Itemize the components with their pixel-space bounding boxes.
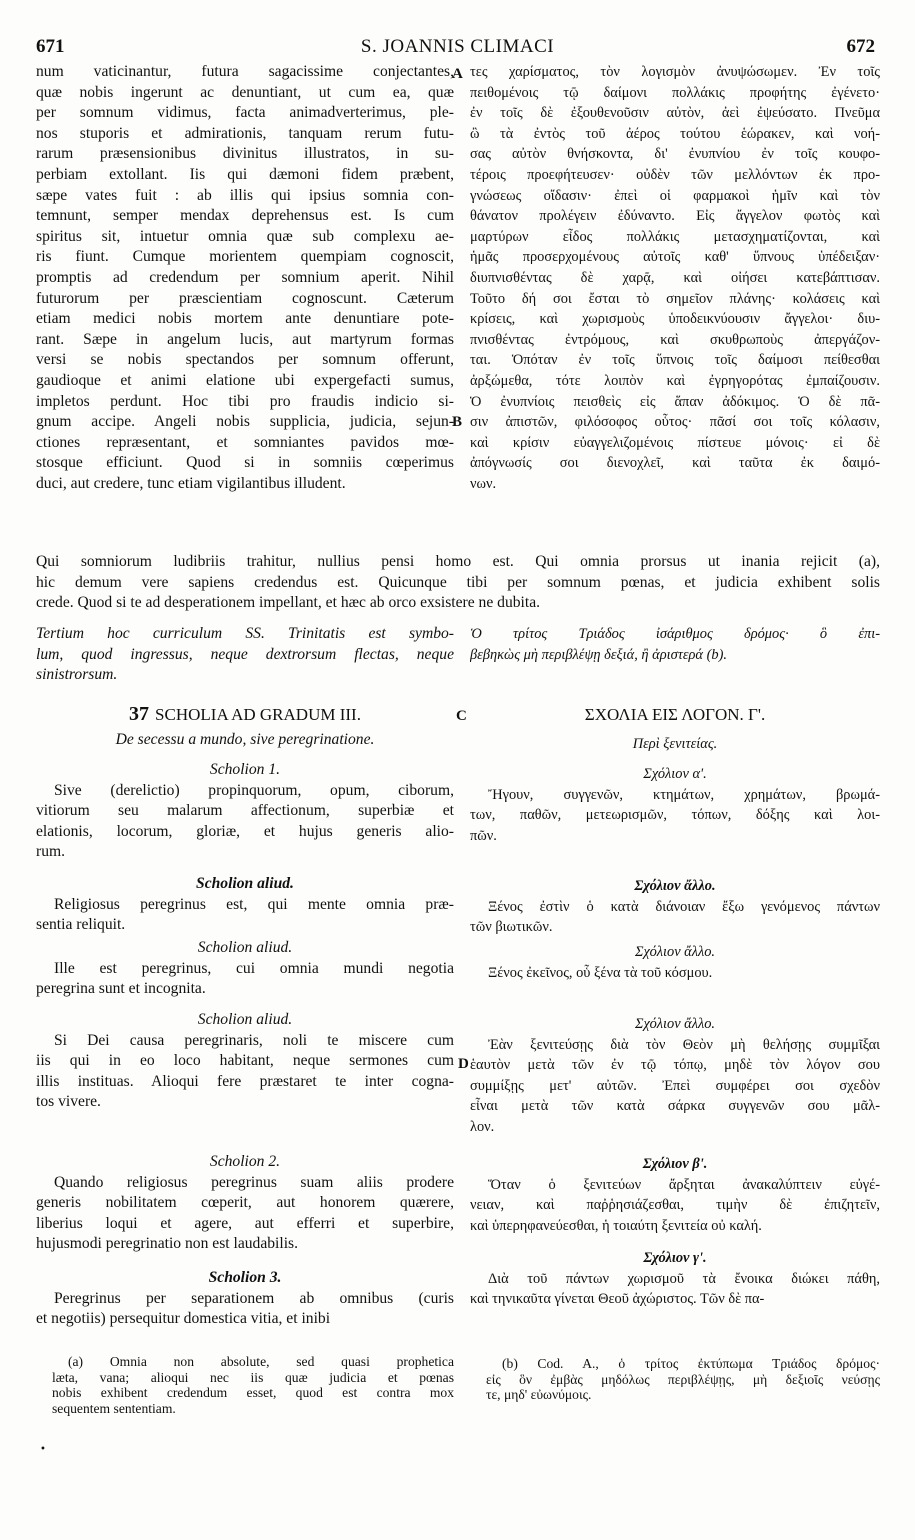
text-line: Qui somniorum ludibriis trahitur, nullius pensi homo est. Qui omnia prorsus ut inania rejicit (a), — [36, 553, 880, 570]
footnote-a — [52, 1354, 454, 1416]
greek-scholion-2-block — [470, 1154, 880, 1236]
latin-aliud-1-block — [36, 874, 454, 936]
full-width-text — [36, 552, 880, 614]
text-line: liberius loqui et agere, aut efferri et superbire, — [36, 1214, 454, 1232]
text-line: νειαν, καὶ παῤῥησιάζεσθαι, τιμὴν δὲ ἐπιζητεῖν, — [470, 1197, 880, 1214]
text-line: ἀπόγνωσίς σοι διενοχλεῖ, καὶ ταῦτα ἐκ δαιμό- — [470, 455, 880, 472]
text-line: εἶναι μετὰ τῶν κατὰ σάρκα συγγενῶν σου μᾶλ- — [470, 1098, 880, 1115]
greek-section-heading: ΣΧΟΛΙΑ ΕΙΣ ΛΟΓΟΝ. Γ'. — [584, 705, 766, 724]
latin-aliud-1-title: Scholion aliud. — [196, 875, 294, 892]
text-line: σας αὐτὸν θνήσκοντα, δι' ἐνυπνίου ἐν τοῖς κουφο- — [470, 146, 880, 163]
text-line: Tertium hoc curriculum SS. Trinitatis est symbo- — [36, 625, 454, 642]
text-line: ὢ τὰ ἐντὸς τοῦ ἀέρος τούτου ἑώρακεν, καὶ νοή- — [470, 125, 880, 142]
text-line: et negotiis) persequitur domestica vitia, et inibi — [36, 1310, 331, 1328]
margin-marker-b: B — [452, 414, 463, 430]
greek-scholion-1-title: Σχόλιον α'. — [643, 766, 707, 782]
greek-allo-3-title: Σχόλιον ἄλλο. — [635, 1016, 715, 1032]
text-line: iis qui in eo loco habitant, neque sermones cum — [36, 1052, 454, 1070]
text-line: νων. — [470, 475, 497, 492]
ink-dot: • — [40, 1444, 46, 1455]
text-line: sæpe vates fuit : ab illis qui ipsius somnia con- — [36, 186, 454, 204]
text-line: per somnum vidimus, facta animadverterimus, ple- — [36, 104, 454, 122]
latin-scholion-2-title: Scholion 2. — [209, 1153, 281, 1170]
tertium-latin — [36, 624, 454, 686]
text-line: nos stuporis et admirationis, tanquam rerum futu- — [36, 124, 454, 142]
text-line: Peregrinus per separationem ab omnibus (curis — [54, 1289, 454, 1307]
latin-scholion-2-block — [36, 1152, 454, 1255]
text-line: nobis exhibent credendum esset, quod est contra mox — [52, 1385, 454, 1400]
latin-aliud-2-title: Scholion aliud. — [197, 939, 293, 956]
text-line: ἐν τοῖς δὲ ἐξουθενοῦσιν αὐτὸν, ἀεὶ ἐψεύσατο. Πνεῦμα — [470, 105, 880, 122]
section-number: 37 — [129, 703, 150, 725]
text-line: καὶ κρίσιν εὐαγγελιζομένοις πίστευε μόνοις· εἰ δὲ — [470, 434, 880, 451]
text-line: τέροις προεφήτευσεν· οὐδὲν τῶν μελλόντων ἐκ προ- — [470, 166, 880, 183]
text-line: rant. Sæpe in angelum lucis, aut martyrum formas — [36, 330, 454, 348]
greek-text-top — [470, 62, 880, 494]
text-line: num vaticinantur, futura sagacissime conjectantes, — [36, 63, 454, 80]
tertium-greek — [470, 624, 880, 665]
text-line: crede. Quod si te ad desperationem impellant, et hæc ab orco exsistere ne dubita. — [36, 594, 541, 612]
text-line: Quando religiosus peregrinus suam aliis prodere — [54, 1173, 454, 1191]
text-line: hic demum vere sapiens credendus est. Quicunque tibi per somnum pœnas, et judicia exhibent solis — [36, 573, 880, 591]
text-line: μαρτύρων εἶδος πολλάκις μετασχηματίζονται, καὶ — [470, 228, 880, 245]
text-line: (a) Omnia non absolute, sed quasi prophetica — [68, 1354, 454, 1369]
greek-scholia-sub — [470, 734, 880, 755]
running-title: S. JOANNIS CLIMACI — [360, 36, 555, 57]
text-line: τες χαρίσματος, τὸν λογισμὸν ἀνυψώσωμεν. Ἐν τοῖς — [470, 64, 880, 80]
latin-aliud-2-block — [36, 938, 454, 1000]
greek-allo-2-title: Σχόλιον ἄλλο. — [635, 944, 715, 960]
text-line: rum. — [36, 843, 66, 861]
text-line: elationis, locorum, gloriæ, et hujus generis alio- — [36, 822, 454, 840]
text-line: καὶ τηνικαῦτα γίνεται Θεοῦ ἀχώριστος. Τῶν δὲ πα- — [470, 1291, 765, 1308]
text-line: Τοῦτο δή σοι ἔσται τὸ σημεῖον πλάνης· κολάσεις καὶ — [470, 290, 880, 307]
latin-text-top — [36, 62, 454, 494]
text-line: Ille est peregrinus, cui omnia mundi negotia — [54, 959, 454, 977]
greek-scholion-3-title: Σχόλιον γ'. — [643, 1250, 707, 1266]
text-line: Ὁ ἐνυπνίοις πεισθεὶς εἰς ἅπαν ἀδόκιμος. Ὁ δὲ πᾶ- — [470, 393, 880, 410]
text-line: κρίσεις, καὶ χωρισμοὺς ὑποδεικνύουσιν ἄγγελοι· διυ- — [470, 311, 880, 328]
text-line: Si Dei causa peregrinaris, noli te miscere cum — [54, 1031, 454, 1049]
text-line: λον. — [470, 1118, 495, 1135]
text-line: lum, quod ingressus, neque dextrorsum flectas, neque — [36, 645, 454, 663]
text-line: πειθομένοις τῷ δαίμονι πολλάκις προφήτης ἐγένετο· — [470, 84, 880, 101]
margin-marker-d: D — [458, 1056, 469, 1072]
text-line: Ἐὰν ξενιτεύσῃς διὰ τὸν Θεὸν μὴ θελήσῃς συμμῖξαι — [488, 1036, 880, 1053]
text-line: sinistrorsum. — [36, 666, 118, 684]
latin-scholion-3-title: Scholion 3. — [208, 1269, 282, 1286]
text-line: συμμίξῃς μετ' αὐτῶν. Ἐπεὶ συμφέρει σοι σχεδὸν — [470, 1077, 880, 1094]
latin-subheading: De secessu a mundo, sive peregrinatione. — [115, 731, 375, 748]
text-line: τε, μηδ' εὐωνύμοις. — [486, 1387, 592, 1402]
text-line: duci, aut credere, tunc etiam vigilantibus illudent. — [36, 474, 346, 492]
margin-marker-a: A — [452, 66, 463, 82]
text-line: πνισθέντας ἐντρόμους, καὶ σκυθρωποὺς ἀπεργάζον- — [470, 331, 880, 348]
latin-aliud-3-title: Scholion aliud. — [197, 1011, 293, 1028]
latin-scholion-1-block — [36, 760, 454, 863]
latin-section-heading: 37 SCHOLIA AD GRADUM III. — [129, 703, 361, 725]
text-line: futurorum per præscientiam cognoscunt. Cæterum — [36, 289, 454, 307]
margin-marker-c: C — [456, 708, 467, 724]
running-header — [0, 36, 915, 58]
page-number-left: 671 — [36, 36, 65, 57]
greek-allo-1-title: Σχόλιον ἄλλο. — [634, 878, 716, 894]
text-line: ris fiunt. Cumque morientem quempiam cognoscit, — [36, 248, 454, 266]
greek-allo-1-block — [470, 876, 880, 938]
text-line: ἡμᾶς προσερχομένους αὐτοῖς καθ' ὕπνους ὑπέδειξαν· — [470, 249, 880, 266]
text-line: versi se nobis spectandos per somnum offerunt, — [36, 351, 454, 369]
text-line: των, παθῶν, μετεωρισμῶν, τόπων, δόξης καὶ λοι- — [470, 807, 880, 824]
greek-allo-3-block — [470, 1014, 880, 1138]
text-line: promptis ad credendum per somnium aperit. Nihil — [36, 268, 454, 286]
latin-scholia — [36, 730, 454, 751]
text-line: tos vivere. — [36, 1093, 101, 1111]
text-line: ἀρξώμεθα, τότε λοιπὸν καὶ ἐγρηγορότας ἐμπαίζουσιν. — [470, 372, 880, 389]
text-line: spiritus sit, intuetur omnia quæ sub complexu ae- — [36, 227, 454, 245]
text-line: γνώσεως οἴδασιν· ἐπεὶ οἱ φαρμακοὶ ἡμῖν καὶ τὸν — [470, 187, 880, 204]
text-line: πῶν. — [470, 827, 497, 844]
text-line: vitiorum seu malarum affectionum, superbiæ et — [36, 802, 454, 820]
text-line: (b) Cod. A., ὁ τρίτος ἐκτύπωμα Τριάδος δρόμος· — [502, 1356, 880, 1371]
text-line: peregrina sunt et incognita. — [36, 980, 206, 998]
text-line: Ξένος ἐκεῖνος, οὗ ξένα τὰ τοῦ κόσμου. — [488, 964, 713, 981]
text-line: hujusmodi peregrinatio non est laudabilis. — [36, 1235, 299, 1253]
text-line: rarum præsensionibus divinitus illustratos, in su- — [36, 145, 454, 163]
text-line: perbiam extollant. Iis qui dæmoni fidem præbent, — [36, 165, 454, 183]
text-line: temnunt, semper mendax deprehensus est. Is cum — [36, 207, 454, 225]
text-line: ctiones repræsentant, et somniantes pavidos mœ- — [36, 433, 454, 451]
text-line: εἰς ὃν ἐμβὰς μηδόλως περιβλέψῃς, μὴ δεξιοῖς νεύσῃς — [486, 1371, 880, 1387]
greek-scholion-3-block — [470, 1248, 880, 1310]
text-line: stosque efficiunt. Quod si in somniis cœperimus — [36, 454, 454, 472]
text-line: illis instituas. Alioqui fere præstaret te inter cogna- — [36, 1072, 454, 1090]
text-line: θάνατον προλέγειν ἐδύναντο. Εἰς ἄγγελον φωτὸς καὶ — [470, 208, 880, 225]
latin-scholion-3-block — [36, 1268, 454, 1330]
greek-subheading: Περὶ ξενιτείας. — [632, 736, 718, 752]
text-line: læta, vana; alioqui nec iis quæ judicia et pœnas — [52, 1369, 454, 1385]
footnote-b — [486, 1356, 880, 1403]
text-line: ται. Ὁπόταν ἐν τοῖς ὕπνοις τοῖς δαίμοσι πείθεσθαι — [470, 352, 880, 369]
greek-scholion-1-block — [470, 764, 880, 846]
text-line: generis nobilitatem cœperit, aut honorem quærere, — [36, 1194, 454, 1212]
text-line: διυπνισθέντας δὲ χαρᾷ, καὶ οἰήσει κατεβάπτισαν. — [470, 269, 880, 286]
text-line: gaudioque et animi elatione ubi expergefacti sumus, — [36, 371, 454, 389]
text-line: ἑαυτὸν μετὰ τῶν ἐν τῷ τόπῳ, μηδὲ τὸν λόγον σου — [470, 1057, 880, 1074]
text-line: τῶν βιωτικῶν. — [470, 919, 553, 936]
text-line: Ὁ τρίτος Τριάδος ἰσάριθμος δρόμος· ὃ ἐπι- — [470, 626, 880, 642]
text-line: sentia reliquit. — [36, 916, 126, 934]
text-line: βεβηκὼς μὴ περιβλέψῃ δεξιά, ἢ ἀριστερά (b). — [470, 646, 727, 663]
greek-scholion-2-title: Σχόλιον β'. — [642, 1156, 708, 1172]
text-line: Ξένος ἐστὶν ὁ κατὰ διάνοιαν ἔξω γενόμενος πάντων — [488, 898, 880, 915]
text-line: gnum accipe. Angeli nobis supplicia, judicia, sejun- — [36, 413, 454, 431]
text-line: quæ nobis ingerunt ac denuntiant, ut cum ea, quæ — [36, 83, 454, 101]
text-line: Ἤγουν, συγγενῶν, κτημάτων, χρημάτων, βρωμά- — [488, 786, 880, 803]
text-line: Ὅταν ὁ ξενιτεύων ἄρξηται ἀνακαλύπτειν εὐγέ- — [488, 1176, 880, 1193]
latin-aliud-3-block — [36, 1010, 454, 1113]
text-line: Διὰ τοῦ πάντων χωρισμοῦ τὰ ἔνοικα διώκει πάθη, — [488, 1270, 880, 1287]
page-number-right: 672 — [846, 36, 875, 57]
text-line: impletos perdunt. Hoc tibi pro fraudis indicio si- — [36, 392, 454, 410]
latin-scholion-1-title: Scholion 1. — [209, 761, 281, 778]
greek-allo-2-block — [470, 942, 880, 983]
text-line: σιν ἀπιστῶν, φιλόσοφος οὗτος· πᾶσί σοι τοῖς κόλασιν, — [470, 414, 880, 431]
text-line: Religiosus peregrinus est, qui mente omnia præ- — [54, 895, 454, 913]
text-line: etiam medici nobis mortem ante denuntiare pote- — [36, 310, 454, 328]
text-line: sequentem sententiam. — [52, 1400, 176, 1416]
text-line: καὶ ὑπερηφανεύεσθαι, ἡ τοιαύτη ξενιτεία οὐ καλή. — [470, 1217, 762, 1234]
text-line: Sive (derelictio) propinquorum, opum, ciborum, — [54, 781, 454, 799]
